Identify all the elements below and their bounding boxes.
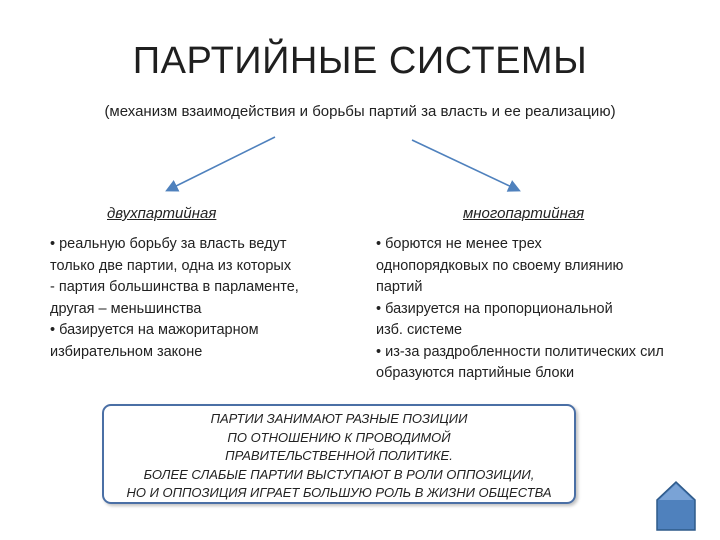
branch-text-multi-party: • борются не менее трех однопорядковых по своему влиянию партий • базируется на пропорциональной изб. системе • из-за раздробленности политических сил образуются партийные блоки: [376, 236, 664, 381]
branch-arrows: [0, 0, 720, 200]
summary-line: БОЛЕЕ СЛАБЫЕ ПАРТИИ ВЫСТУПАЮТ В РОЛИ ОППОЗИЦИИ,: [143, 466, 535, 482]
arrow-left: [168, 137, 275, 190]
home-up-icon[interactable]: [655, 480, 697, 532]
summary-line: ПРАВИТЕЛЬСТВЕННОЙ ПОЛИТИКЕ.: [225, 448, 453, 463]
branch-text-two-party: • реальную борьбу за власть ведут только две партии, одна из которых - партия большинства в парламенте, другая – меньшинства • базируется на мажоритарном избирательном законе: [50, 236, 299, 360]
summary-box: [102, 404, 576, 504]
page-subtitle: (механизм взаимодействия и борьбы партий за власть и ее реализацию): [104, 103, 616, 120]
summary-line: НО И ОППОЗИЦИЯ ИГРАЕТ БОЛЬШУЮ РОЛЬ В ЖИЗНИ ОБЩЕСТВА: [126, 485, 552, 500]
arrow-right: [412, 140, 518, 190]
page-title: ПАРТИЙНЫЕ СИСТЕМЫ: [132, 40, 588, 82]
branch-title-multi-party: многопартийная: [463, 205, 585, 222]
branch-title-two-party: двухпартийная: [107, 205, 217, 222]
summary-line: ПО ОТНОШЕНИЮ К ПРОВОДИМОЙ: [227, 429, 451, 445]
summary-line: ПАРТИИ ЗАНИМАЮТ РАЗНЫЕ ПОЗИЦИИ: [210, 411, 468, 426]
